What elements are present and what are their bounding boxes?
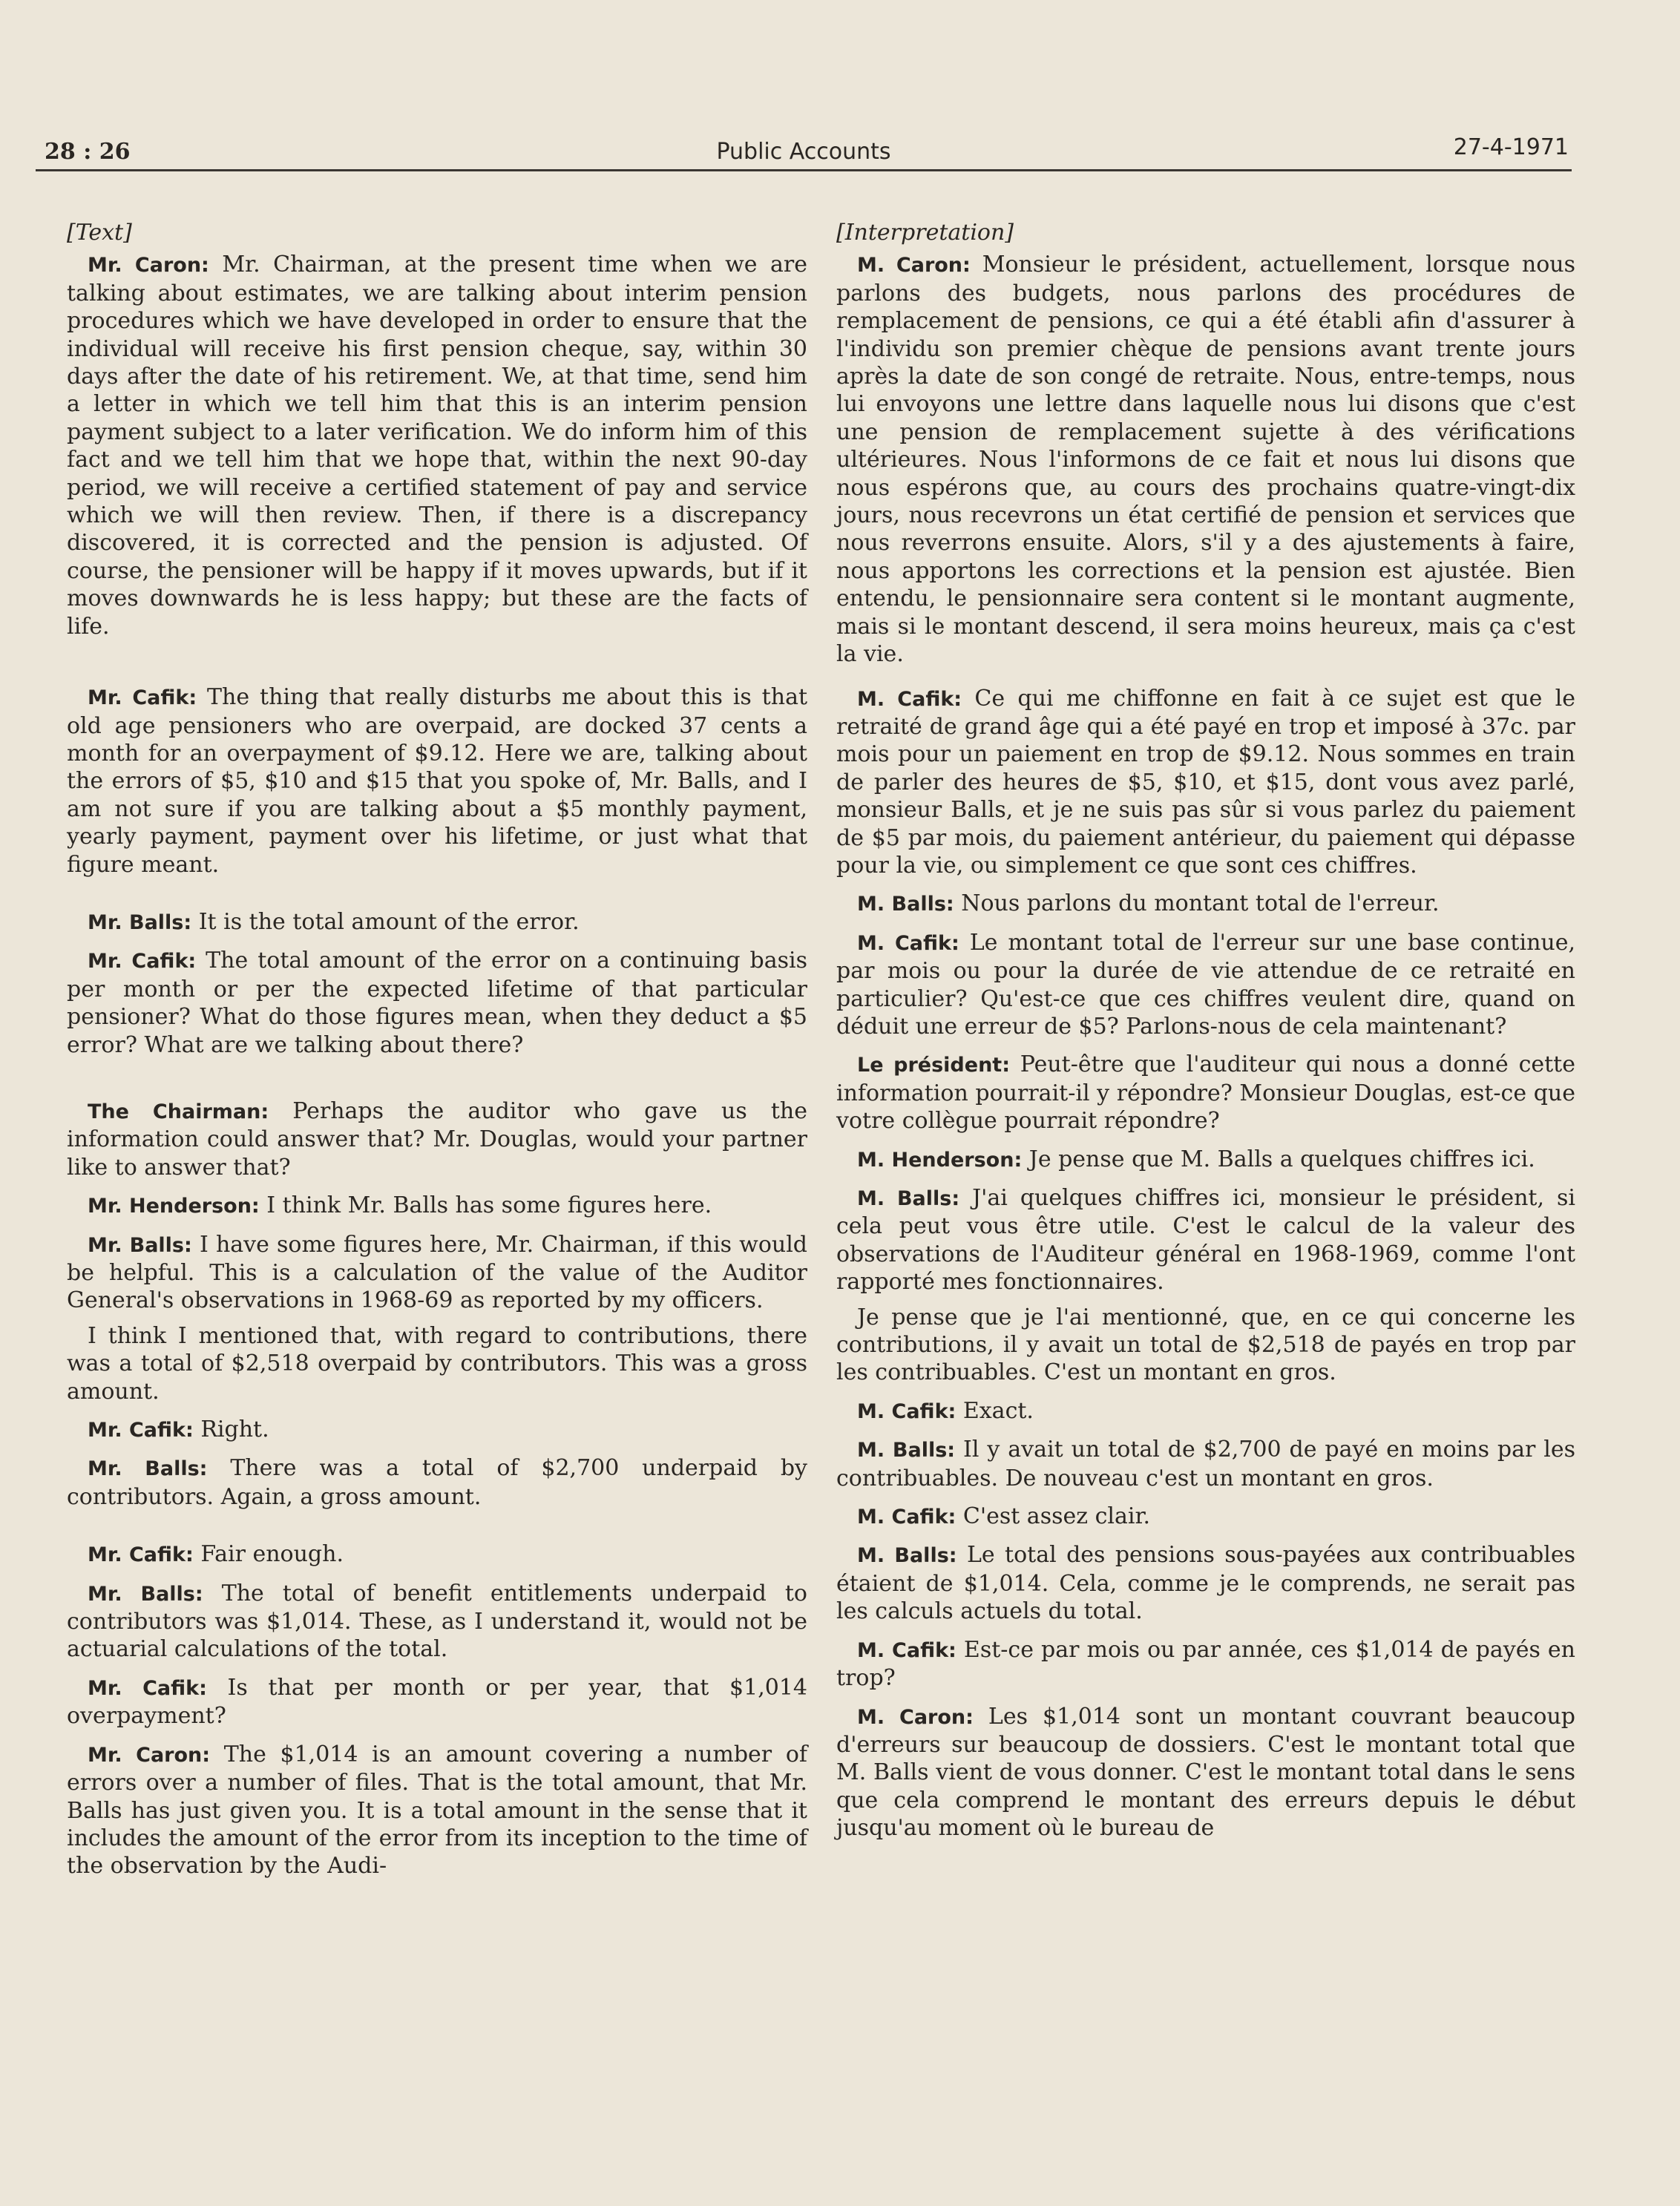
speaker-name: Mr. Henderson: [88, 1195, 260, 1218]
speaker-name: Mr. Cafik: [88, 950, 197, 974]
paragraph-text: Mr. Chairman, at the present time when we are talking about estimates, we are talking about interim pension procedures which we have developed in order to ensure that the individual will receive his first pension cheque, say, within 30 days after the date of his retirement. We, at that time, send him a letter in which we tell him that this is an interim pension payment subject to a later verification. We do inform him of this fact and we tell him that we hope that, within the next 90-day period, we will receive a certified statement of pay and service which we will then review. Then, if there is a discrepancy discovered, it is corrected and the pension is adjusted. Of course, the pensioner will be happy if it moves upwards, but if it moves downwards he is less happy; but these are the facts of life. [67, 252, 807, 640]
paragraph-text: Right. [193, 1416, 269, 1443]
speaker-name: Le président: [857, 1054, 1010, 1077]
paragraph-text: Les $1,014 sont un montant couvrant beaucoup d'erreurs sur beaucoup de dossiers. C'est le montant total que M. Balls vient de vous donner. C'est le montant total dans le sens que cela comprend le montant des erreurs depuis le début jusqu'au moment où le bureau de [836, 1703, 1575, 1842]
speaker-name: Mr. Cafik: [88, 1419, 194, 1442]
paragraph [67, 947, 807, 1059]
paragraph [67, 683, 807, 879]
speaker-name: M. Cafik: [857, 687, 962, 711]
paragraph-text: I have some figures here, Mr. Chairman, if this would be helpful. This is a calculation of the value of the Auditor General's observations in 1968-69 as reported by my officers. [67, 1231, 807, 1314]
speaker-name: Mr. Balls: [88, 1582, 203, 1606]
paragraph-text: The total amount of the error on a continuing basis per month or per the expected lifetime of that particular pensioner? What do those figures mean, when they deduct a $5 error? What are we talking about there? [67, 948, 808, 1058]
paragraph [67, 251, 807, 640]
paragraph-text: There was a total of $2,700 underpaid by contributors. Again, a gross amount. [67, 1455, 808, 1510]
speaker-name: M. Cafik: [857, 1399, 957, 1423]
paragraph [836, 1636, 1575, 1693]
paragraph-text: C'est assez clair. [956, 1503, 1151, 1530]
paragraph [836, 1051, 1575, 1135]
paragraph [836, 929, 1575, 1041]
paragraph [836, 251, 1575, 668]
speaker-name: Mr. Caron: [88, 1743, 211, 1767]
paragraph [67, 1416, 807, 1444]
speaker-name: M. Balls: [857, 1187, 960, 1210]
paragraph [67, 908, 807, 936]
paragraph-text: Le montant total de l'erreur sur une base continue, par mois ou pour la durée de vie attendue de ce retraité en particulier? Qu'est-ce que ces chiffres veulent dire, quand on déduit une erreur de $5? Parlons-nous de cela maintenant? [836, 929, 1576, 1040]
speaker-name: Mr. Balls: [88, 910, 192, 934]
publication-title: Public Accounts [716, 139, 891, 165]
paragraph [836, 1703, 1575, 1842]
speaker-name: Mr. Balls: [88, 1457, 208, 1481]
paragraph [836, 1436, 1575, 1492]
paragraph-text: Monsieur le président, actuellement, lorsque nous parlons des budgets, nous parlons des procédures de remplacement de pensions, ce qui a été établi afin d'assurer à l'individu son premier chèque de pensions avant trente jours après la date de son congé de retraite. Nous, entre-temps, nous lui envoyons une lettre dans laquelle nous lui disons que c'est une pension de remplacement sujette à des vérifications ultérieures. Nous l'informons de ce fait et nous lui disons que nous espérons que, au cours des prochains quatre-vingt-dix jours, nous recevrons un état certifié de pension et services que nous reverrons ensuite. Alors, s'il y a des ajustements à faire, nous apportons les corrections et la pension est ajustée. Bien entendu, le pensionnaire sera content si le montant augmente, mais si le montant descend, il sera moins heureux, mais ça c'est la vie. [836, 252, 1575, 668]
page-header [36, 119, 1572, 171]
paragraph [67, 1540, 807, 1569]
speaker-name: Mr. Balls: [88, 1233, 192, 1257]
paragraph [67, 1580, 807, 1664]
paragraph-text: I think Mr. Balls has some figures here. [259, 1192, 712, 1219]
paragraph [67, 1097, 807, 1181]
paragraph [836, 1184, 1575, 1296]
speaker-name: Mr. Caron: [88, 254, 209, 278]
speaker-name: M. Henderson: [857, 1148, 1023, 1172]
paragraph-text: Fair enough. [193, 1541, 344, 1568]
paragraph [67, 1741, 807, 1880]
paragraph-text: Peut-être que l'auditeur qui nous a donné cette information pourrait-il y répondre? Monsieur Douglas, est-ce que votre collègue pourrait répondre? [836, 1051, 1575, 1135]
paragraph-text: J'ai quelques chiffres ici, monsieur le président, si cela peut vous être utile. C'est le calcul de la valeur des observations de l'Auditeur général en 1968-1969, comme l'ont rapporté mes fonctionnaires. [836, 1185, 1575, 1296]
speaker-name: Mr. Cafik: [88, 1676, 207, 1700]
paragraph [67, 1674, 807, 1730]
paragraph-text: Le total des pensions sous-payées aux contribuables étaient de $1,014. Cela, comme je le comprends, ne serait pas les calculs actuels du total. [836, 1542, 1576, 1625]
speaker-name: M. Cafik: [857, 931, 959, 955]
paragraph-text: Perhaps the auditor who gave us the information could answer that? Mr. Douglas, would your partner like to answer that? [67, 1097, 807, 1181]
paragraph [67, 1231, 807, 1315]
speaker-name: M. Balls: [857, 893, 954, 916]
paragraph [67, 1192, 807, 1220]
paragraph [836, 1503, 1575, 1531]
paragraph-text: Il y avait un total de $2,700 de payé en moins par les contribuables. De nouveau c'est un montant en gros. [836, 1437, 1576, 1491]
paragraph-text: The thing that really disturbs me about this is that old age pensioners who are overpaid, are docked 37 cents a month for an overpayment of $9.12. Here we are, talking about the errors of $5, $10 and $15 that you spoke of, Mr. Balls, and I am not sure if you are talking about a $5 monthly payment, yearly payment, payment over his lifetime, or just what that figure meant. [67, 684, 808, 878]
paragraph [836, 1146, 1575, 1174]
paragraph [836, 1397, 1575, 1425]
speaker-name: Mr. Cafik: [88, 686, 197, 710]
paragraph [836, 1541, 1575, 1625]
paragraph-text: The $1,014 is an amount covering a number of errors over a number of files. That is the total amount, that Mr. Balls has just given you. It is a total amount in the sense that it includes the amount of the error from its inception to the time of the observation by the Audi- [67, 1741, 807, 1880]
speaker-name: The Chairman: [88, 1100, 269, 1123]
paragraph-text: Exact. [956, 1397, 1034, 1424]
english-column [67, 219, 807, 1880]
paragraph-text: Est-ce par mois ou par année, ces $1,014 de payés en trop? [836, 1636, 1576, 1692]
paragraph-text: Je pense que M. Balls a quelques chiffres ici. [1022, 1146, 1535, 1172]
paragraph-text: Ce qui me chiffonne en fait à ce sujet est que le retraité de grand âge qui a été payé en trop et imposé à 37c. par mois pour un paiement en trop de $9.12. Nous sommes en train de parler des heures de $5, $10, et $15, dont vous avez parlé, monsieur Balls, et je ne suis pas sûr si vous parlez du paiement de $5 par mois, du paiement antérieur, du paiement qui dépasse pour la vie, ou simplement ce que sont ces chiffres. [836, 685, 1575, 879]
paragraph [836, 685, 1575, 880]
speaker-name: M. Caron: [857, 254, 971, 278]
paragraph-text: Nous parlons du montant total de l'erreur. [954, 890, 1440, 917]
speaker-name: M. Cafik: [857, 1638, 957, 1662]
speaker-name: M. Balls: [857, 1544, 957, 1568]
paragraph [836, 1304, 1575, 1387]
column-heading: [Text] [67, 220, 132, 246]
page-date: 27-4-1971 [1453, 134, 1569, 160]
paragraph-text: Je pense que je l'ai mentionné, que, en ce qui concerne les contributions, il y avait un total de $2,518 de payés en trop par les contribuables. C'est un montant en gros. [836, 1304, 1575, 1386]
page-number: 28 : 26 [45, 139, 131, 165]
paragraph-text: Is that per month or per year, that $1,014 overpayment? [67, 1674, 807, 1730]
paragraph [67, 1454, 807, 1511]
speaker-name: M. Caron: [857, 1705, 974, 1729]
paragraph [836, 890, 1575, 918]
paragraph [67, 1322, 807, 1405]
french-column [836, 219, 1575, 1842]
speaker-name: M. Balls: [857, 1439, 956, 1463]
paragraph-text: It is the total amount of the error. [191, 908, 580, 935]
column-heading: [Interpretation] [836, 220, 1014, 246]
paragraph-text: I think I mentioned that, with regard to contributions, there was a total of $2,518 overpaid by contributors. This was a gross amount. [67, 1322, 807, 1405]
speaker-name: Mr. Cafik: [88, 1543, 194, 1567]
speaker-name: M. Cafik: [857, 1506, 957, 1529]
paragraph-text: The total of benefit entitlements underpaid to contributors was $1,014. These, as I understand it, would not be actuarial calculations of the total. [67, 1580, 807, 1663]
